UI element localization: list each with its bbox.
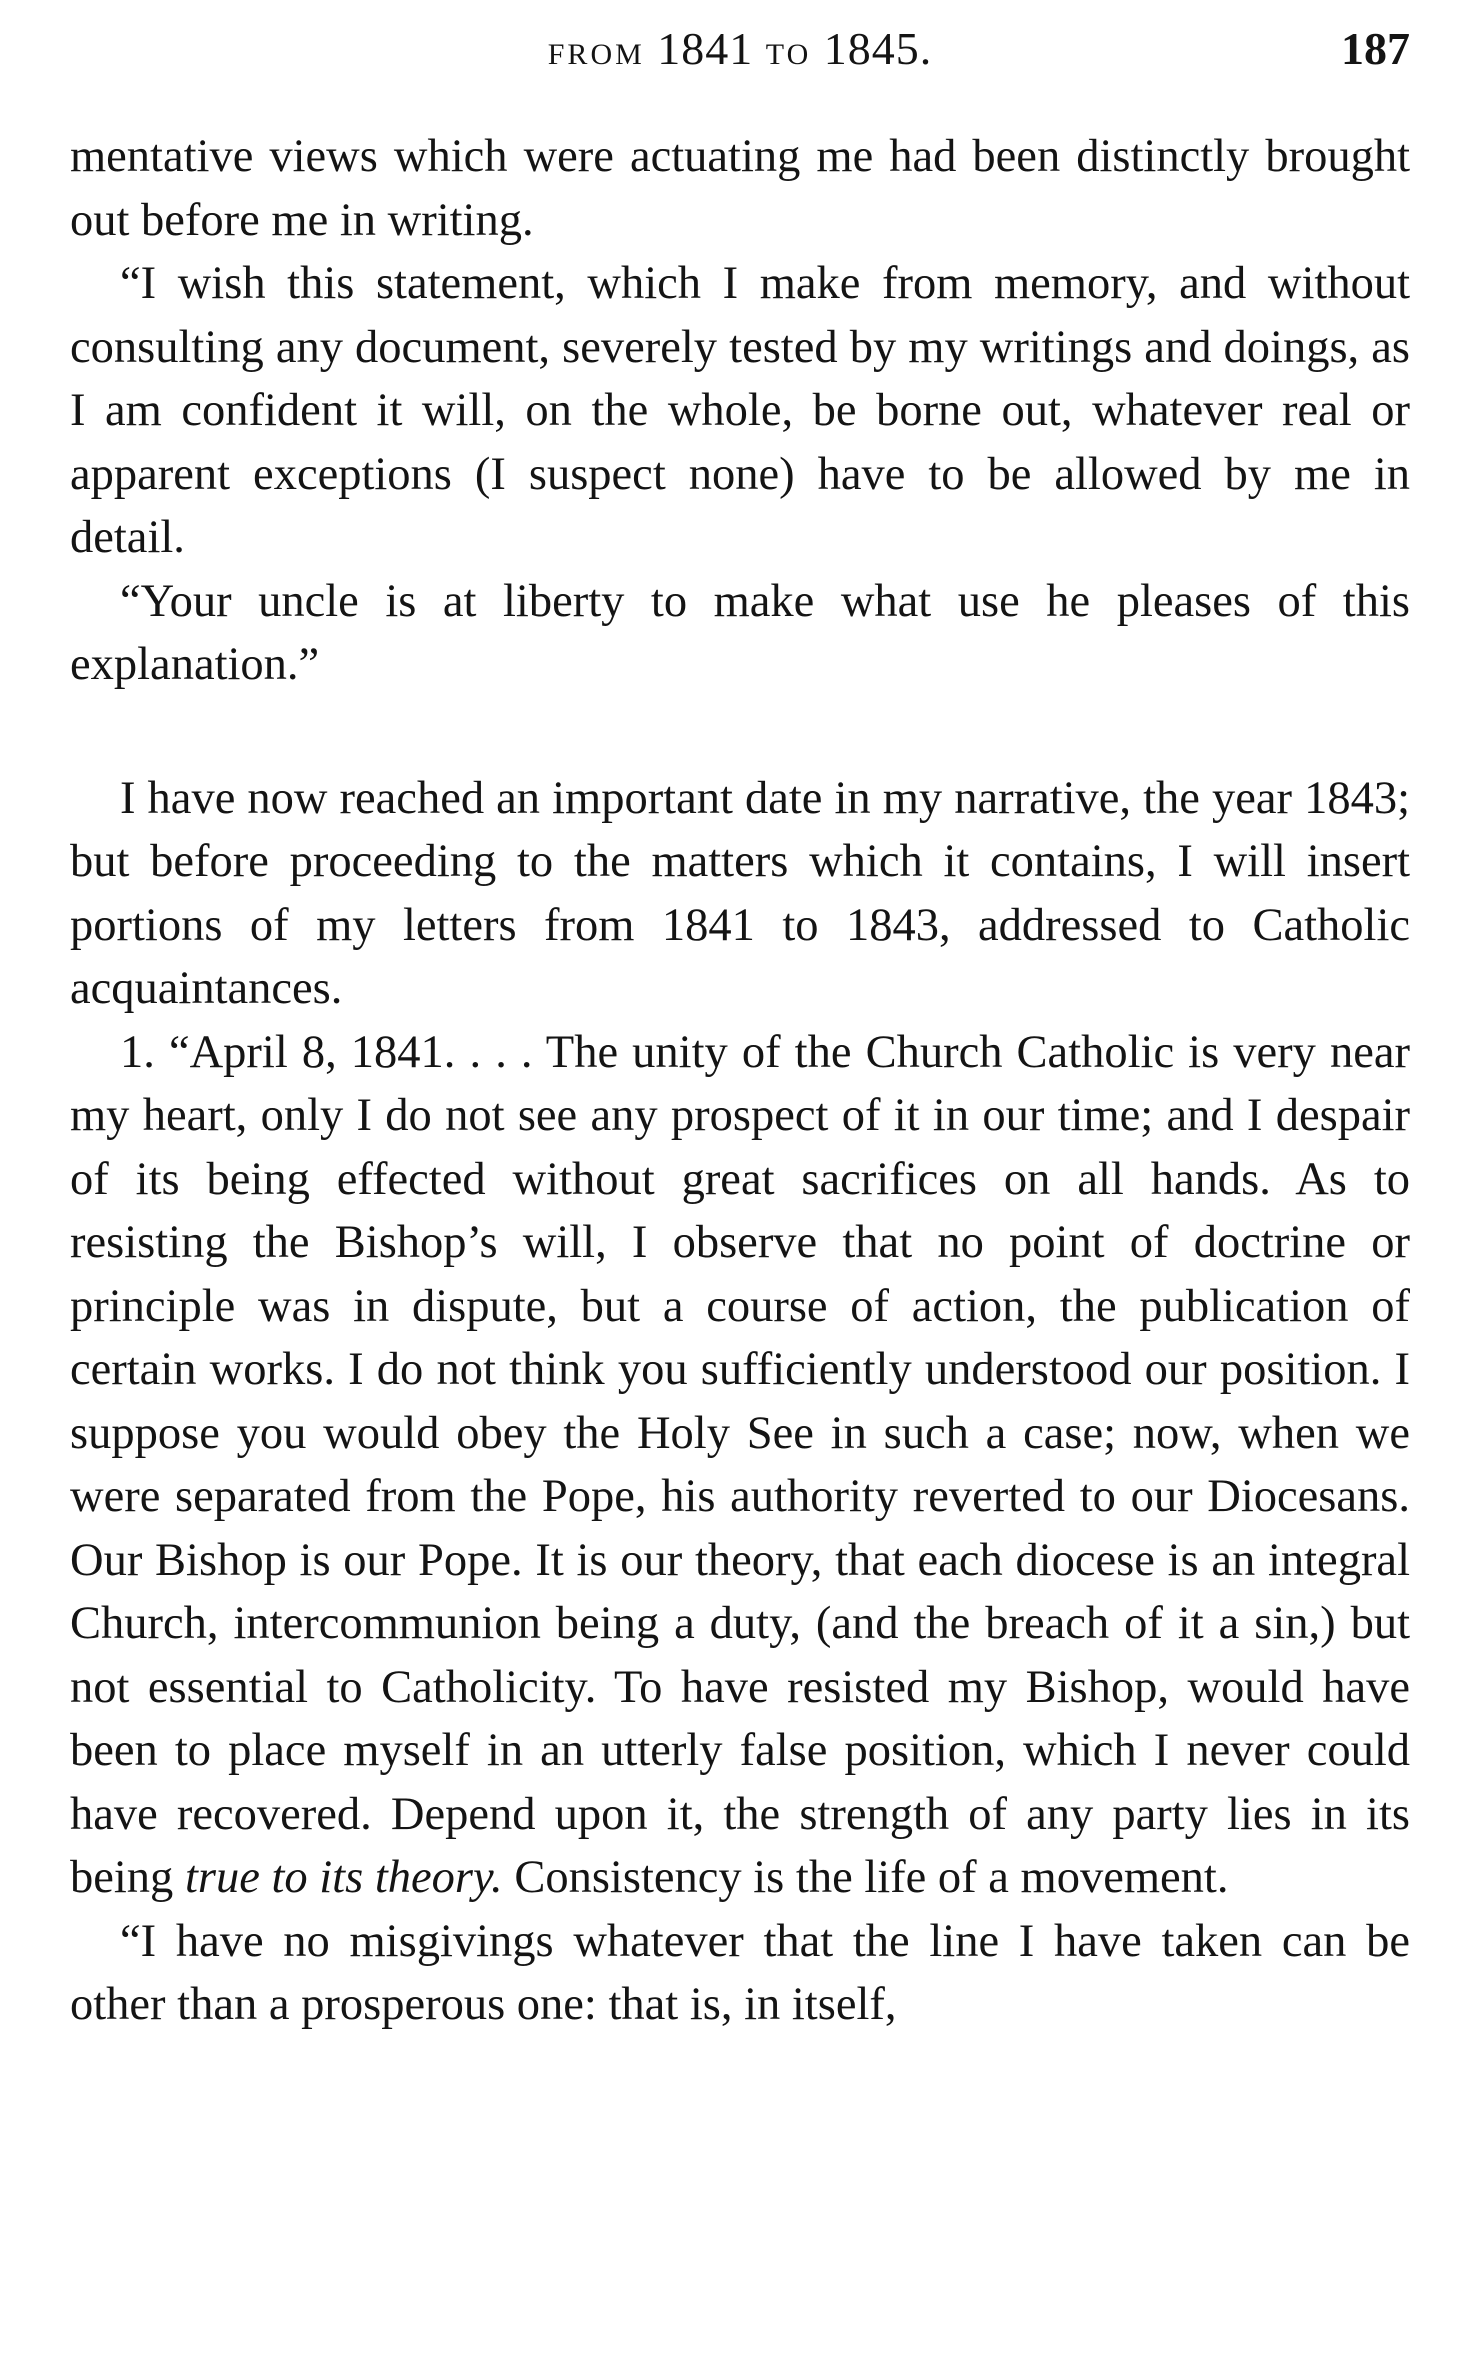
paragraph-letter-april-1841	[70, 1021, 1410, 1910]
paragraph-statement: “I wish this statement, which I make from memory, and without consulting any document, severely tested by my writings and doings, as I am confident it will, on the whole, be borne out, whatever real or apparent exceptions (I suspect none) have to be allowed by me in detail.	[70, 258, 1410, 563]
letter-text-part-2: Consistency is the life of a movement.	[514, 1852, 1229, 1903]
page-number: 187	[1341, 23, 1410, 74]
running-title-year-end: 1845.	[823, 23, 933, 74]
running-title-from: FROM	[547, 38, 645, 71]
letter-text-part-1: 1. “April 8, 1841. . . . The unity of the Church Catholic is very near my heart, only I do not see any prospect of it in our time; and I despair of its being effected without great sacrifices on all hands. As to resisting the Bishop’s will, I observe that no point of doctrine or principle was in dispute, but a course of action, the publication of certain works. I do not think you sufficiently understood our position. I suppose you would obey the Holy See in such a case; now, when we were separated from the Pope, his authority reverted to our Diocesans. Our Bishop is our Pope. It is our theory, that each diocese is an integral Church, intercommunion being a duty, (and the breach of it a sin,) but not essential to Catholicity. To have resisted my Bishop, would have been to place myself in an utterly false position, which I never could have recovered. Depend upon it, the strength of any party lies in its being	[70, 1026, 1410, 1903]
running-title-to: TO	[765, 38, 812, 71]
paragraph-misgivings: “I have no misgivings whatever that the line I have taken can be other than a prosperous one: that is, in itself,	[70, 1915, 1410, 2030]
book-page	[70, 0, 1410, 2364]
body-text	[70, 125, 1410, 2037]
running-title-year-start: 1841	[657, 23, 754, 74]
paragraph-continuation: mentative views which were actuating me had been distinctly brought out before me in writing.	[70, 131, 1410, 246]
running-title	[70, 22, 1410, 75]
paragraph-uncle: “Your uncle is at liberty to make what use he pleases of this explanation.”	[70, 575, 1410, 690]
letter-italic-phrase: true to its theory.	[184, 1852, 503, 1903]
page-header	[70, 22, 1410, 92]
paragraph-narrative-date: I have now reached an important date in my narrative, the year 1843; but before proceeding to the matters which it contains, I will insert portions of my letters from 1841 to 1843, addressed to Catholic acquaintances.	[70, 772, 1410, 1014]
section-gap	[70, 697, 1410, 767]
